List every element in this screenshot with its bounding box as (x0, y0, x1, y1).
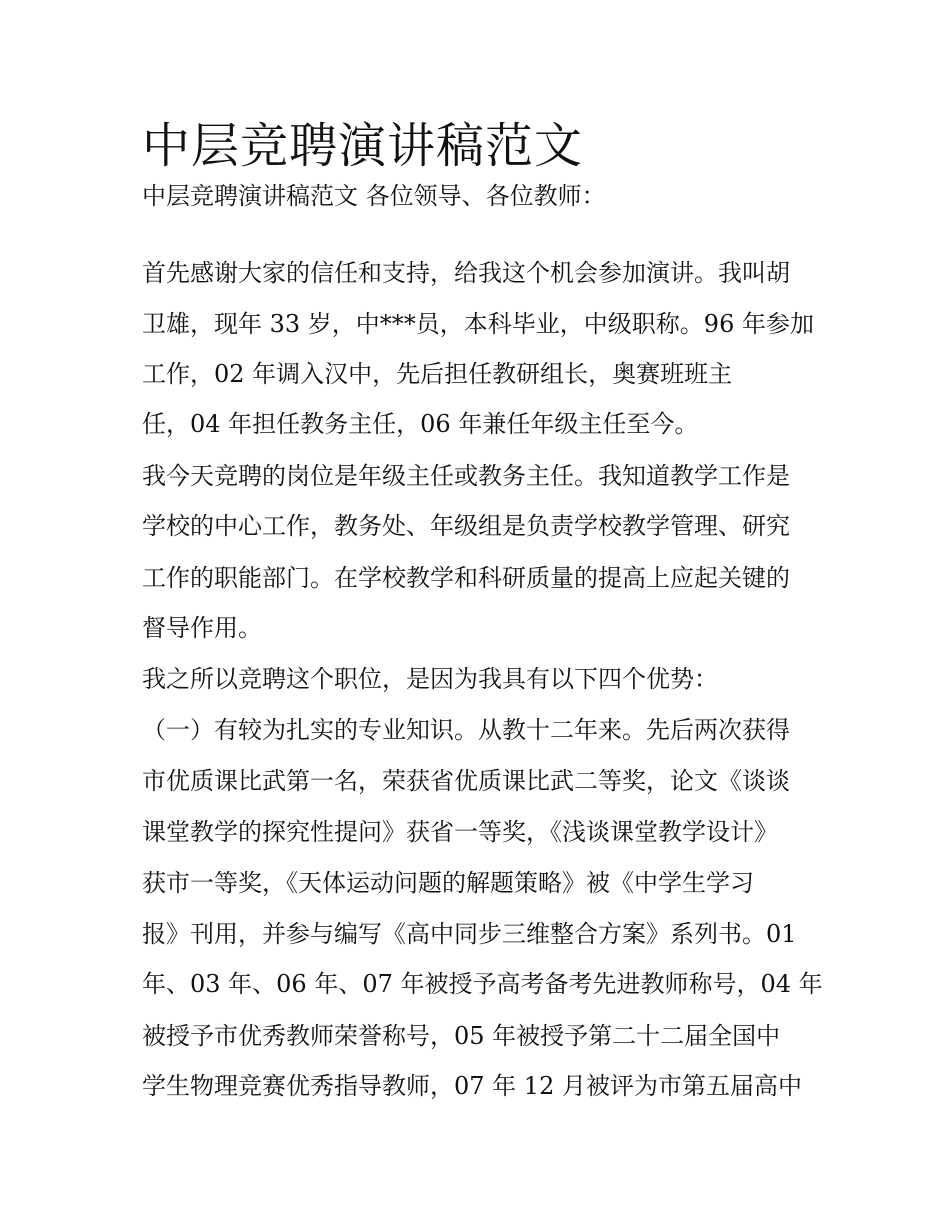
body-line: 任，04 年担任教务主任，06 年兼任年级主任至今。 (142, 410, 699, 438)
body-line: 市优质课比武第一名，荣获省优质课比武二等奖，论文《谈谈 (142, 767, 790, 795)
body-line: 工作的职能部门。在学校教学和科研质量的提高上应起关键的 (142, 564, 790, 592)
body-line: 工作，02 年调入汉中，先后担任教研组长，奥赛班班主 (142, 360, 733, 388)
body-line: 我今天竞聘的岗位是年级主任或教务主任。我知道教学工作是 (142, 462, 790, 490)
document-title: 中层竞聘演讲稿范文 (142, 118, 584, 174)
body-line: 报》刊用，并参与编写《高中同步三维整合方案》系列书。01 (142, 920, 797, 948)
body-line: 中层竞聘演讲稿范文 各位领导、各位教师： (142, 182, 606, 210)
body-line: 卫雄，现年 33 岁，中***员，本科毕业，中级职称。96 年参加 (142, 310, 814, 338)
body-line: 学生物理竞赛优秀指导教师，07 年 12 月被评为市第五届高中 (142, 1072, 802, 1100)
body-line: （一）有较为扎实的专业知识。从教十二年来。先后两次获得 (142, 716, 790, 744)
body-line: 获市一等奖，《天体运动问题的解题策略》被《中学生学习 (142, 869, 754, 897)
body-line: 学校的中心工作，教务处、年级组是负责学校教学管理、研究 (142, 512, 790, 540)
body-line: 我之所以竞聘这个职位，是因为我具有以下四个优势： (142, 665, 718, 693)
body-line: 课堂教学的探究性提问》获省一等奖，《浅谈课堂教学设计》 (142, 818, 778, 846)
body-line: 年、03 年、06 年、07 年被授予高考备考先进教师称号，04 年 (142, 970, 823, 998)
body-line: 首先感谢大家的信任和支持，给我这个机会参加演讲。我叫胡 (142, 259, 790, 287)
body-line: 督导作用。 (142, 614, 262, 642)
body-line: 被授予市优秀教师荣誉称号，05 年被授予第二十二届全国中 (142, 1022, 781, 1050)
